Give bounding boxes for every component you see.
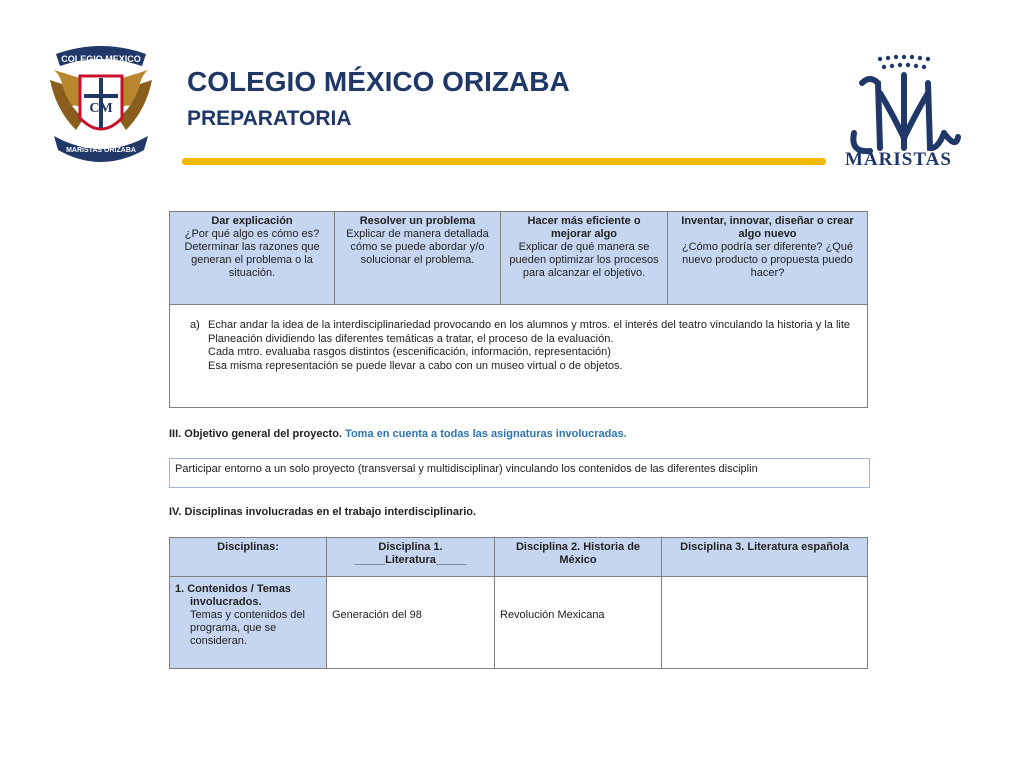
header-divider — [182, 158, 826, 165]
approach-desc: ¿Por qué algo es cómo es? Determinar las razones que generan el problema o la situación. — [184, 228, 320, 279]
page-subtitle: PREPARATORIA — [187, 107, 352, 130]
page-title: COLEGIO MÉXICO ORIZABA — [187, 66, 570, 97]
cell-value: Generación del 98 — [332, 609, 422, 621]
discipline-2-header: Disciplina 2. Historia de México — [495, 538, 662, 577]
contents-label-desc: Temas y contenidos del programa, que se consideran. — [190, 609, 305, 647]
contents-label-title-2: involucrados. — [190, 596, 262, 608]
list-marker: a) — [190, 319, 200, 331]
approach-desc: Explicar de qué manera se pueden optimizar los procesos para alcanzar el objetivo. — [509, 241, 659, 279]
section-objective-note: Toma en cuenta a todas las asignaturas involucradas. — [345, 428, 627, 440]
svg-text:MARISTAS ORIZABA: MARISTAS ORIZABA — [66, 147, 136, 154]
discipline-3-content — [662, 577, 868, 669]
section-objective-heading — [169, 428, 627, 440]
body-line: Cada mtro. evaluaba rasgos distintos (escenificación, información, representación) — [208, 346, 611, 358]
approach-table-body-row — [170, 305, 868, 408]
approach-cell-improve — [501, 212, 668, 305]
cell-value: Revolución Mexicana — [500, 609, 605, 621]
approach-title: Dar explicación — [211, 215, 293, 227]
approach-cell-innovate — [668, 212, 868, 305]
objective-text-box: Participar entorno a un solo proyecto (transversal y multidisciplinar) vinculando los contenidos de las diferentes disciplin — [169, 458, 870, 488]
disciplines-table — [169, 537, 868, 669]
discipline-1-content — [327, 577, 495, 669]
approach-title: Resolver un problema — [359, 215, 476, 227]
body-line: Echar andar la idea de la interdisciplinariedad provocando en los alumnos y mtros. el interés del teatro vinculando la historia y la lite — [208, 319, 851, 331]
approach-body-cell — [170, 305, 868, 408]
discipline-2-content — [495, 577, 662, 669]
svg-text:COLEGIO MEXICO: COLEGIO MEXICO — [61, 54, 141, 64]
body-line: Esa misma representación se puede llevar a cabo con un museo virtual o de objetos. — [208, 359, 623, 372]
section-disciplines-heading: IV. Disciplinas involucradas en el trabajo interdisciplinario. — [169, 506, 477, 518]
discipline-3-header: Disciplina 3. Literatura española — [662, 538, 868, 577]
maristas-logo-text: MARISTAS — [845, 149, 952, 170]
approach-cell-solve — [335, 212, 501, 305]
colegio-mexico-crest-logo — [46, 40, 156, 168]
section-objective-label: III. Objetivo general del proyecto. — [169, 428, 342, 440]
disciplines-header-cell: Disciplinas: — [170, 538, 327, 577]
approach-cell-explain — [170, 212, 335, 305]
contents-label-cell — [170, 577, 327, 669]
approach-title: Inventar, innovar, diseñar o crear algo nuevo — [681, 215, 854, 240]
approach-table-header-row — [170, 212, 868, 305]
approach-table — [169, 211, 868, 408]
approach-desc: Explicar de manera detallada cómo se puede abordar y/o solucionar el problema. — [346, 228, 489, 266]
table-row — [170, 577, 868, 669]
body-line: Planeación dividiendo las diferentes temáticas a tratar, el proceso de la evaluación. — [208, 332, 614, 345]
discipline-1-header: Disciplina 1. _____Literatura_____ — [327, 538, 495, 577]
disciplines-header-row — [170, 538, 868, 577]
approach-title: Hacer más eficiente o mejorar algo — [527, 215, 641, 240]
list-item-content — [208, 319, 850, 373]
list-item — [190, 319, 859, 373]
contents-label-title: 1. Contenidos / Temas — [175, 583, 291, 595]
approach-desc: ¿Cómo podría ser diferente? ¿Qué nuevo producto o propuesta puedo hacer? — [681, 241, 854, 279]
svg-text:CM: CM — [89, 101, 113, 116]
